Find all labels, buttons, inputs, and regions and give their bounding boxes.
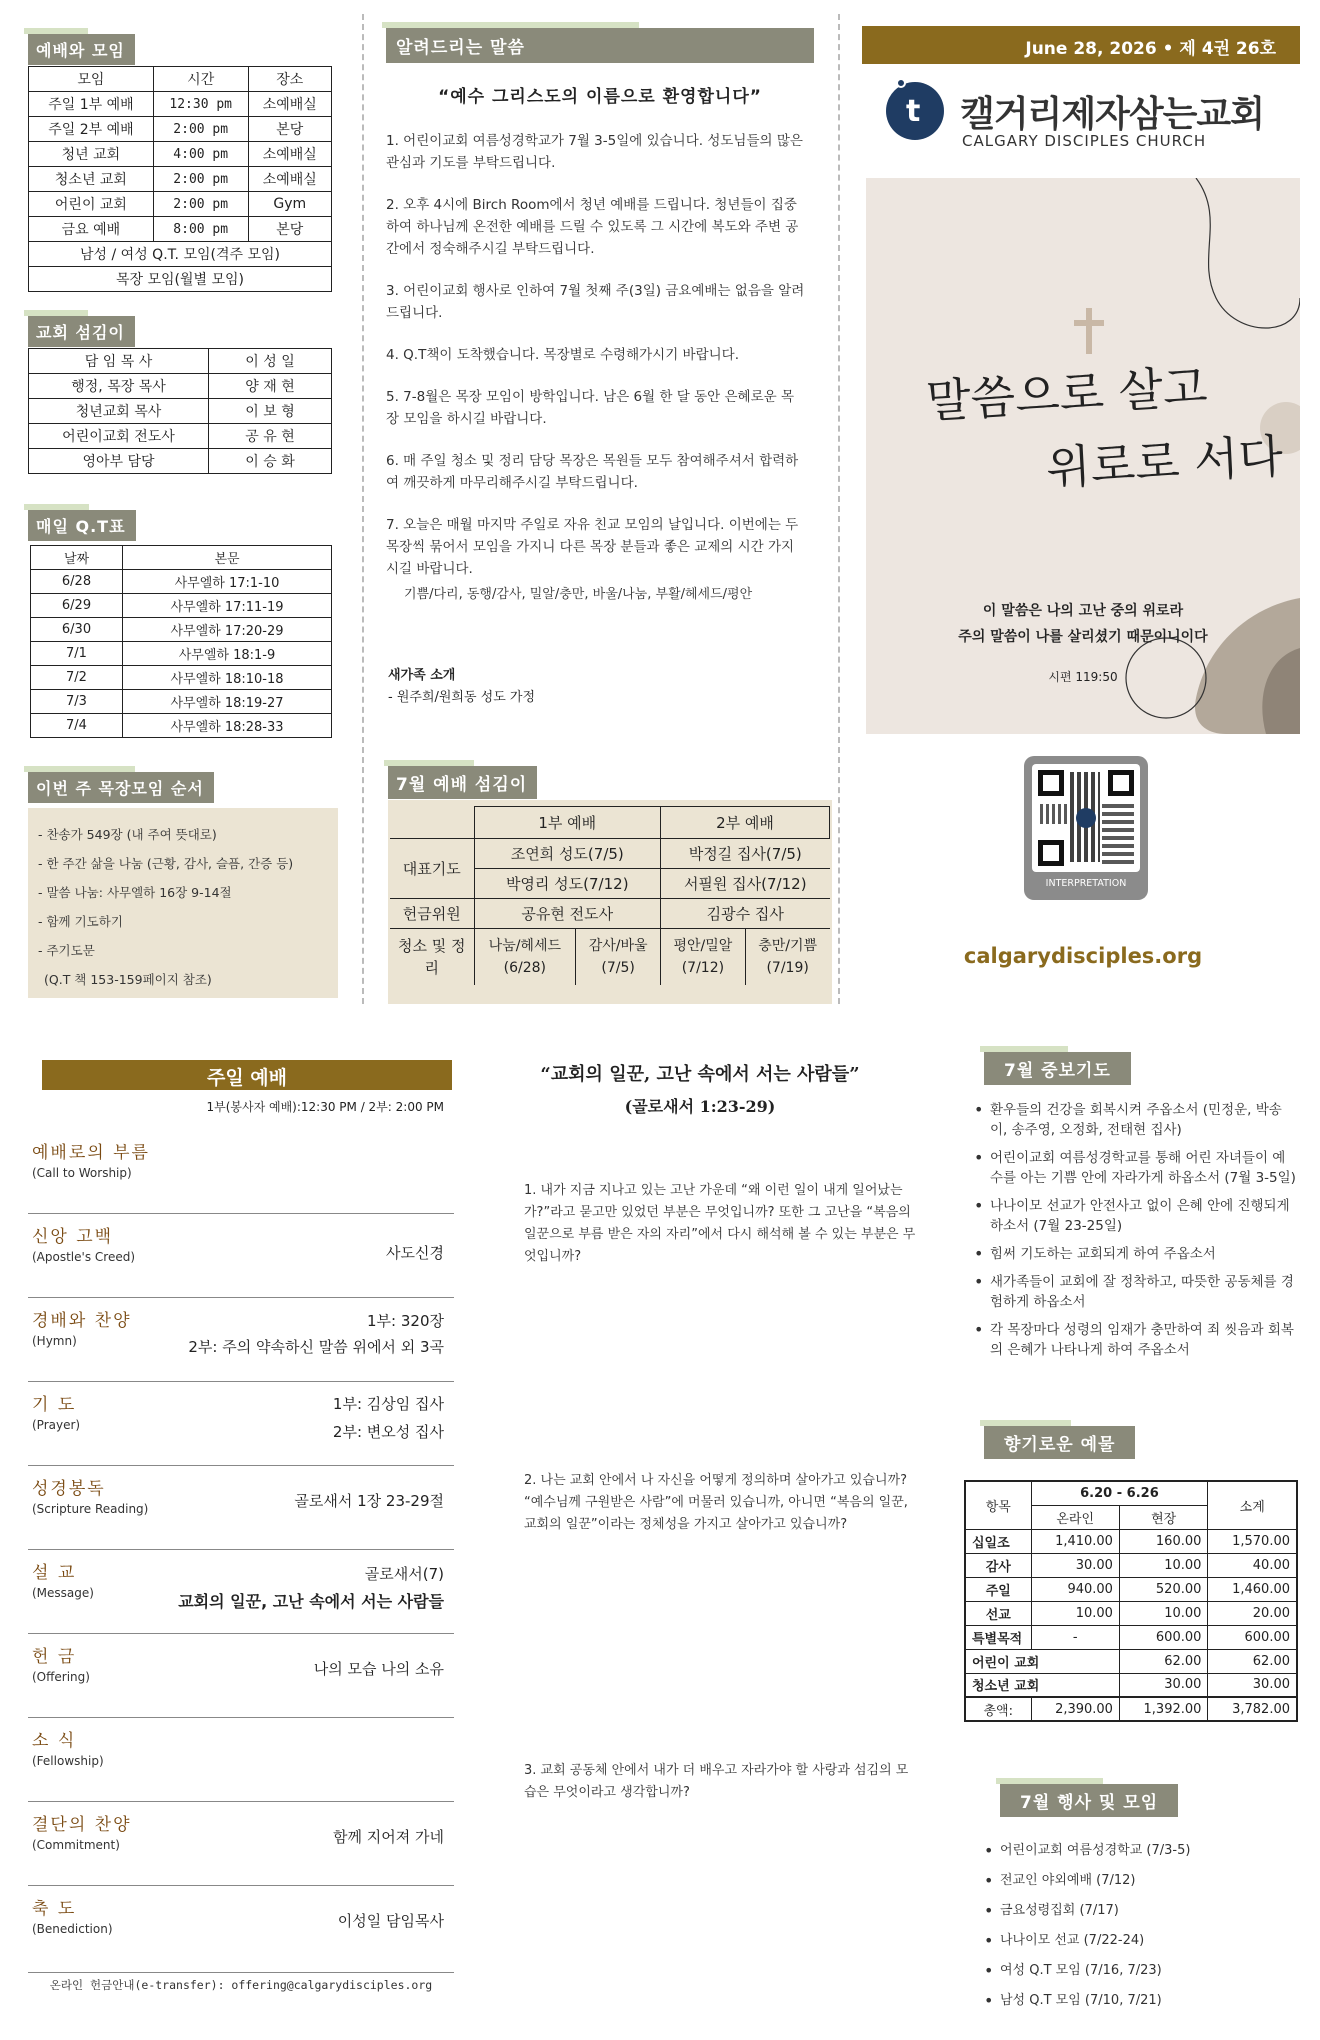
table-row xyxy=(390,899,830,929)
sermon-reference: (골로새서 1:23-29) xyxy=(624,1097,776,1116)
cell: 금요 예배 xyxy=(29,217,154,242)
table-row xyxy=(29,374,332,399)
list-item: - 함께 기도하기 xyxy=(38,914,123,929)
col-header: 1부 예배 xyxy=(474,807,661,839)
website-link[interactable]: calgarydisciples.org xyxy=(963,944,1203,968)
sermon-title: 교회의 일꾼, 고난 속에서 서는 사람들 xyxy=(178,1592,444,1611)
table-row xyxy=(29,192,332,217)
item-eng: (Offering) xyxy=(32,1670,90,1684)
offering-table xyxy=(964,1480,1298,1722)
cell: 6/30 xyxy=(31,618,123,642)
table-row xyxy=(965,1649,1297,1673)
cell: 십일조 xyxy=(965,1529,1031,1553)
table-row xyxy=(965,1601,1297,1625)
table-row xyxy=(29,92,332,117)
cell: 청소년 교회 xyxy=(29,167,154,192)
group-pairs: 기쁨/다리, 동행/감사, 밀알/충만, 바울/나눔, 부활/헤세드/평안 xyxy=(404,587,753,602)
item-title: 예배로의 부름 xyxy=(32,1143,150,1163)
item-eng: (Commitment) xyxy=(32,1838,120,1852)
cell xyxy=(661,929,746,985)
list-item: - 찬송가 549장 (내 주여 뜻대로) xyxy=(38,827,217,842)
item-value: 이성일 담임목사 xyxy=(337,1912,444,1930)
daily-qt-header: 매일 Q.T표 xyxy=(28,510,136,541)
cell: 청년교회 목사 xyxy=(29,399,209,424)
table-row xyxy=(965,1577,1297,1601)
cell: 30.00 xyxy=(1119,1673,1207,1697)
list-item: • 전교인 야외예배 (7/12) xyxy=(978,1866,1298,1896)
church-logo-icon: t xyxy=(886,82,944,140)
value-line: 1부: 320장 xyxy=(367,1312,444,1330)
issue-date-bar: June 28, 2026 • 제 4권 26호 xyxy=(862,26,1300,64)
col-header: 현장 xyxy=(1119,1505,1207,1529)
worship-order-item xyxy=(28,1886,454,1970)
cell: 20.00 xyxy=(1208,1601,1297,1625)
table-row xyxy=(29,217,332,242)
item-value: 나의 모습 나의 소유 xyxy=(313,1660,444,1678)
cell: 7/1 xyxy=(31,642,123,666)
cell: 이 승 화 xyxy=(209,449,332,474)
cross-icon-bar xyxy=(1074,320,1104,326)
table-row xyxy=(965,1553,1297,1577)
col-header: 날짜 xyxy=(31,546,123,570)
cell: 김광수 집사 xyxy=(661,899,830,929)
events-header: 7월 행사 및 모임 xyxy=(1000,1784,1178,1817)
table-row xyxy=(965,1481,1297,1505)
cell: 40.00 xyxy=(1208,1553,1297,1577)
mokjang-order-box xyxy=(28,808,338,998)
prayer-list xyxy=(968,1100,1298,1360)
item-value: 골로새서 1장 23-29절 xyxy=(294,1492,444,1510)
table-row xyxy=(965,1625,1297,1649)
cell: 청년 교회 xyxy=(29,142,154,167)
cell: 사무엘하 17:20-29 xyxy=(123,618,332,642)
cell xyxy=(745,929,829,985)
fold-line xyxy=(362,14,364,1004)
worship-times-header: 예배와 모임 xyxy=(28,34,135,65)
announcement-item: 6. 매 주일 청소 및 정리 담당 목장은 목원들 모두 참여해주셔서 합력하여 깨끗하게 마무리해주시길 부탁드립니다. xyxy=(386,453,799,491)
table-row xyxy=(31,666,332,690)
list-item: • 여성 Q.T 모임 (7/16, 7/23) xyxy=(978,1956,1298,1986)
list-item: - 한 주간 삶을 나눔 (근황, 감사, 슬픔, 간증 등) xyxy=(38,856,294,871)
cell: 30.00 xyxy=(1208,1673,1297,1697)
list-item: • 어린이교회 여름성경학교를 통해 어린 자녀들이 예수를 아는 기쁨 안에 자라가게 하옵소서 (7월 3-5일) xyxy=(968,1148,1298,1188)
row-header: 헌금위원 xyxy=(390,899,474,929)
item-value xyxy=(178,1560,444,1616)
cell: 2,390.00 xyxy=(1031,1697,1119,1721)
value-line: 2부: 변오성 집사 xyxy=(332,1423,444,1441)
table-row xyxy=(31,642,332,666)
cell: 62.00 xyxy=(1119,1649,1207,1673)
table-row xyxy=(31,618,332,642)
qr-pattern xyxy=(1032,764,1140,872)
cell: 사무엘하 17:11-19 xyxy=(123,594,332,618)
cell: 8:00 pm xyxy=(153,217,248,242)
verse-line: 주의 말씀이 나를 살리셨기 때문이니이다 xyxy=(958,629,1208,645)
cell: 10.00 xyxy=(1119,1601,1207,1625)
table-row xyxy=(29,424,332,449)
table-row xyxy=(31,546,332,570)
worship-order-item xyxy=(28,1214,454,1298)
list-item: • 나나이모 선교가 안전사고 없이 은혜 안에 진행되게 하소서 (7월 23-25일) xyxy=(968,1196,1298,1236)
july-servants-header: 7월 예배 섬김이 xyxy=(388,766,537,799)
list-item: - 주기도문 xyxy=(38,943,95,958)
verse-reference: 시편 119:50 xyxy=(1048,670,1118,684)
announcement-item: 7. 오늘은 매월 마지막 주일로 자유 친교 모임의 날입니다. 이번에는 두 목장씩 묶어서 모임을 가지니 다른 목장 분들과 좋은 교제의 시간 가지시길 바랍니다. xyxy=(386,517,799,577)
cell xyxy=(390,807,474,839)
cell: 어린이 교회 xyxy=(29,192,154,217)
servants-header: 교회 섬김이 xyxy=(28,316,135,347)
cell: 4:00 pm xyxy=(153,142,248,167)
item-title: 결단의 찬양 xyxy=(32,1815,132,1835)
worship-order-item xyxy=(28,1718,454,1802)
table-row xyxy=(29,242,332,267)
cell-date: (7/5) xyxy=(601,959,635,976)
motto-line-2: 위로로 서다 xyxy=(1044,428,1285,496)
table-row xyxy=(390,839,830,869)
table-row xyxy=(29,449,332,474)
worship-order-item xyxy=(28,1466,454,1550)
col-header: 모임 xyxy=(29,67,154,92)
sermon-question: 2. 나는 교회 안에서 나 자신을 어떻게 정의하며 살아가고 있습니까? “예수님께 구원받은 사람”에 머물러 있습니까, 아니면 “복음의 일꾼, 교회의 일꾼”이라는 정체성을 가지고 살아가고 있습니까? xyxy=(524,1473,908,1532)
item-value xyxy=(188,1308,444,1360)
church-name-kor: 캘거리제자삼는교회 xyxy=(960,94,1264,135)
sermon-title-heading: “교회의 일꾼, 고난 속에서 서는 사람들” xyxy=(540,1064,860,1085)
item-value xyxy=(333,1390,444,1446)
cell: 본당 xyxy=(248,217,331,242)
table-row xyxy=(390,807,830,839)
worship-times-table xyxy=(28,66,332,292)
sunday-worship-header: 주일 예배 xyxy=(42,1060,452,1090)
item-title: 소 식 xyxy=(32,1731,77,1751)
verse-line: 이 말씀은 나의 고난 중의 위로라 xyxy=(982,603,1184,619)
prayer-header: 7월 중보기도 xyxy=(984,1052,1131,1085)
cell: 특별목적 xyxy=(965,1625,1031,1649)
cell: 940.00 xyxy=(1031,1577,1119,1601)
cell: 이 성 일 xyxy=(209,349,332,374)
col-header: 장소 xyxy=(248,67,331,92)
table-row xyxy=(31,690,332,714)
cell: 공유현 전도사 xyxy=(474,899,661,929)
cell: 520.00 xyxy=(1119,1577,1207,1601)
cell: 남성 / 여성 Q.T. 모임(격주 모임) xyxy=(29,242,332,267)
cell: 공 유 현 xyxy=(209,424,332,449)
events-list xyxy=(978,1836,1298,2016)
cell: 사무엘하 18:28-33 xyxy=(123,714,332,738)
cell: 62.00 xyxy=(1208,1649,1297,1673)
cell: 어린이 교회 xyxy=(965,1649,1119,1673)
servants-table xyxy=(28,348,332,474)
col-header: 항목 xyxy=(965,1481,1031,1529)
table-row xyxy=(29,117,332,142)
list-item: • 어린이교회 여름성경학교 (7/3-5) xyxy=(978,1836,1298,1866)
cell: 양 재 현 xyxy=(209,374,332,399)
church-name-eng: CALGARY DISCIPLES CHURCH xyxy=(962,132,1207,150)
col-header: 온라인 xyxy=(1031,1505,1119,1529)
cross-icon xyxy=(1086,308,1092,354)
qr-code[interactable] xyxy=(1024,756,1148,900)
value-line: 2부: 주의 약속하신 말씀 위에서 외 3곡 xyxy=(188,1338,444,1356)
list-item: - 말씀 나눔: 사무엘하 16장 9-14절 xyxy=(38,885,232,900)
cell: 감사 xyxy=(965,1553,1031,1577)
cell: 이 보 형 xyxy=(209,399,332,424)
table-row xyxy=(965,1529,1297,1553)
table-row xyxy=(965,1697,1297,1721)
table-row xyxy=(31,594,332,618)
fold-line xyxy=(838,14,840,1004)
list-item: • 환우들의 건강을 회복시켜 주옵소서 (민정운, 박송이, 송주영, 오정화, 전태현 집사) xyxy=(968,1100,1298,1140)
cell: 12:30 pm xyxy=(153,92,248,117)
value-line: 1부: 김상임 집사 xyxy=(332,1395,444,1413)
cell: 행정, 목장 목사 xyxy=(29,374,209,399)
announcements-title: “예수 그리스도의 이름으로 환영합니다” xyxy=(438,87,762,107)
cell: 사무엘하 17:1-10 xyxy=(123,570,332,594)
cell-date: (6/28) xyxy=(503,959,547,976)
cell: 목장 모임(월별 모임) xyxy=(29,267,332,292)
item-title: 축 도 xyxy=(32,1899,77,1919)
cover-image xyxy=(866,178,1300,734)
cell: 주일 2부 예배 xyxy=(29,117,154,142)
qr-label: INTERPRETATION xyxy=(1045,878,1127,889)
note: (Q.T 책 153-159페이지 참조) xyxy=(44,972,212,987)
online-offering-note: 온라인 헌금안내(e-transfer): offering@calgarydisciples.org xyxy=(28,1972,454,1993)
table-row xyxy=(29,167,332,192)
item-title: 경배와 찬양 xyxy=(32,1311,132,1331)
worship-order-item xyxy=(28,1802,454,1886)
cell: 담 임 목 사 xyxy=(29,349,209,374)
cell: 600.00 xyxy=(1119,1625,1207,1649)
item-value: 함께 지어져 가네 xyxy=(333,1828,444,1846)
cell: 10.00 xyxy=(1119,1553,1207,1577)
cell-text: 충만/기쁨 xyxy=(758,937,818,954)
announcement-item: 1. 어린이교회 여름성경학교가 7월 3-5일에 있습니다. 성도님들의 많은 관심과 기도를 부탁드립니다. xyxy=(386,133,803,171)
sermon-question: 1. 내가 지금 지나고 있는 고난 가운데 “왜 이런 일이 내게 일어났는가?”라고 묻고만 있었던 부분은 무엇입니까? 또한 그 고난을 “복음의 일꾼으로 부름 받은 자의 자리”에서 다시 해석해 볼 수 있는 부분은 무엇입니까? xyxy=(524,1183,916,1264)
cell: 2:00 pm xyxy=(153,117,248,142)
cell: 조연희 성도(7/5) xyxy=(474,839,661,869)
cover-verse xyxy=(866,598,1300,650)
announcements-list xyxy=(386,130,806,606)
new-family-title: 새가족 소개 xyxy=(388,668,456,683)
cell: 소예배실 xyxy=(248,167,331,192)
item-title: 성경봉독 xyxy=(32,1479,106,1499)
cell: 1,410.00 xyxy=(1031,1529,1119,1553)
table-row xyxy=(29,267,332,292)
list-item: • 새가족들이 교회에 잘 정착하고, 따뜻한 공동체를 경험하게 하옵소서 xyxy=(968,1272,1298,1312)
table-row xyxy=(31,570,332,594)
cell: 주일 xyxy=(965,1577,1031,1601)
list-item: • 남성 Q.T 모임 (7/10, 7/21) xyxy=(978,1986,1298,2016)
cell: 1,460.00 xyxy=(1208,1577,1297,1601)
item-eng: (Message) xyxy=(32,1586,94,1600)
item-eng: (Scripture Reading) xyxy=(32,1502,149,1516)
daily-qt-table xyxy=(30,545,332,738)
table-row xyxy=(29,399,332,424)
col-header: 6.20 - 6.26 xyxy=(1031,1481,1208,1505)
list-item: • 금요성령집회 (7/17) xyxy=(978,1896,1298,1926)
cell: 사무엘하 18:1-9 xyxy=(123,642,332,666)
cell-date: (7/19) xyxy=(766,959,809,976)
table-row xyxy=(31,714,332,738)
cell: 소예배실 xyxy=(248,92,331,117)
table-row xyxy=(29,142,332,167)
cell: 영아부 담당 xyxy=(29,449,209,474)
cell: 7/3 xyxy=(31,690,123,714)
cell xyxy=(576,929,661,985)
list-item: • 각 목장마다 성령의 임재가 충만하여 죄 씻음과 회복의 은혜가 나타나게 하여 주옵소서 xyxy=(968,1320,1298,1360)
item-eng: (Call to Worship) xyxy=(32,1166,132,1180)
cell: 주일 1부 예배 xyxy=(29,92,154,117)
list-item: • 힘써 기도하는 교회되게 하여 주옵소서 xyxy=(968,1244,1298,1264)
item-eng: (Prayer) xyxy=(32,1418,81,1432)
value-line: 골로새서(7) xyxy=(364,1565,444,1583)
item-eng: (Benediction) xyxy=(32,1922,113,1936)
cell-text: 감사/바울 xyxy=(588,937,648,954)
cell: 어린이교회 전도사 xyxy=(29,424,209,449)
offering-header: 향기로운 예물 xyxy=(984,1426,1135,1459)
cell: 600.00 xyxy=(1208,1625,1297,1649)
cell xyxy=(474,929,576,985)
cell: 사무엘하 18:19-27 xyxy=(123,690,332,714)
cell: 7/4 xyxy=(31,714,123,738)
cell-text: 나눔/헤세드 xyxy=(488,937,562,954)
cell: 총액: xyxy=(965,1697,1031,1721)
col-header: 본문 xyxy=(123,546,332,570)
item-value: 사도신경 xyxy=(386,1244,444,1262)
item-title: 신앙 고백 xyxy=(32,1227,114,1247)
cell: 소예배실 xyxy=(248,142,331,167)
cell: 10.00 xyxy=(1031,1601,1119,1625)
motto-line-1: 말씀으로 살고 xyxy=(924,359,1209,429)
announcement-item: 4. Q.T책이 도착했습니다. 목장별로 수령해가시기 바랍니다. xyxy=(386,347,739,363)
table-row xyxy=(965,1673,1297,1697)
worship-order-item xyxy=(28,1382,454,1466)
item-title: 헌 금 xyxy=(32,1647,77,1667)
col-header: 2부 예배 xyxy=(661,807,830,839)
worship-order-item xyxy=(28,1550,454,1634)
cell: 서필원 집사(7/12) xyxy=(661,869,830,899)
new-family-text: - 원주희/원희동 성도 가정 xyxy=(388,690,536,705)
item-title: 설 교 xyxy=(32,1563,77,1583)
worship-order-item xyxy=(28,1130,454,1214)
cell-date: (7/12) xyxy=(681,959,725,976)
cell: 선교 xyxy=(965,1601,1031,1625)
cell: 청소년 교회 xyxy=(965,1673,1119,1697)
announcement-item: 3. 어린이교회 행사로 인하여 7월 첫째 주(3일) 금요예배는 없음을 알려드립니다. xyxy=(386,283,805,321)
row-header: 대표기도 xyxy=(390,839,474,899)
cell: 박영리 성도(7/12) xyxy=(474,869,661,899)
sermon-question: 3. 교회 공동체 안에서 내가 더 배우고 자라가야 할 사랑과 섬김의 모습은 무엇이라고 생각합니까? xyxy=(524,1763,909,1800)
cell: 박정길 집사(7/5) xyxy=(661,839,830,869)
item-title: 기 도 xyxy=(32,1395,77,1415)
cell: 2:00 pm xyxy=(153,167,248,192)
cell: 160.00 xyxy=(1119,1529,1207,1553)
item-eng: (Hymn) xyxy=(32,1334,77,1348)
cell: 1,392.00 xyxy=(1119,1697,1207,1721)
cell: - xyxy=(1031,1625,1119,1649)
announcements-header: 알려드리는 말씀 xyxy=(386,28,814,63)
cell: 본당 xyxy=(248,117,331,142)
row-header: 청소 및 정리 xyxy=(390,929,474,985)
announcement-item: 5. 7-8월은 목장 모임이 방학입니다. 남은 6월 한 달 동안 은혜로운 목장 모임을 하시길 바랍니다. xyxy=(386,389,794,427)
cell: 3,782.00 xyxy=(1208,1697,1297,1721)
cell: 2:00 pm xyxy=(153,192,248,217)
item-eng: (Fellowship) xyxy=(32,1754,104,1768)
cell: Gym xyxy=(248,192,331,217)
cell: 6/29 xyxy=(31,594,123,618)
table-row xyxy=(29,349,332,374)
worship-order-item xyxy=(28,1634,454,1718)
worship-times-note: 1부(봉사자 예배):12:30 PM / 2부: 2:00 PM xyxy=(206,1100,444,1114)
col-header: 소계 xyxy=(1208,1481,1297,1529)
cell: 30.00 xyxy=(1031,1553,1119,1577)
cell: 7/2 xyxy=(31,666,123,690)
table-row xyxy=(390,929,830,985)
worship-order-item xyxy=(28,1298,454,1382)
cell: 1,570.00 xyxy=(1208,1529,1297,1553)
cell: 6/28 xyxy=(31,570,123,594)
mokjang-order-header: 이번 주 목장모임 순서 xyxy=(28,772,214,803)
cell-text: 평안/밀알 xyxy=(673,937,733,954)
announcement-item: 2. 오후 4시에 Birch Room에서 청년 예배를 드립니다. 청년들이 집중하여 하나님께 온전한 예배를 드릴 수 있도록 그 시간에 복도와 주변 공간에서 정숙해주시길 부탁드립니다. xyxy=(386,197,799,257)
item-eng: (Apostle's Creed) xyxy=(32,1250,136,1264)
cell: 사무엘하 18:10-18 xyxy=(123,666,332,690)
col-header: 시간 xyxy=(153,67,248,92)
july-servants-table xyxy=(390,806,830,985)
list-item: • 나나이모 선교 (7/22-24) xyxy=(978,1926,1298,1956)
